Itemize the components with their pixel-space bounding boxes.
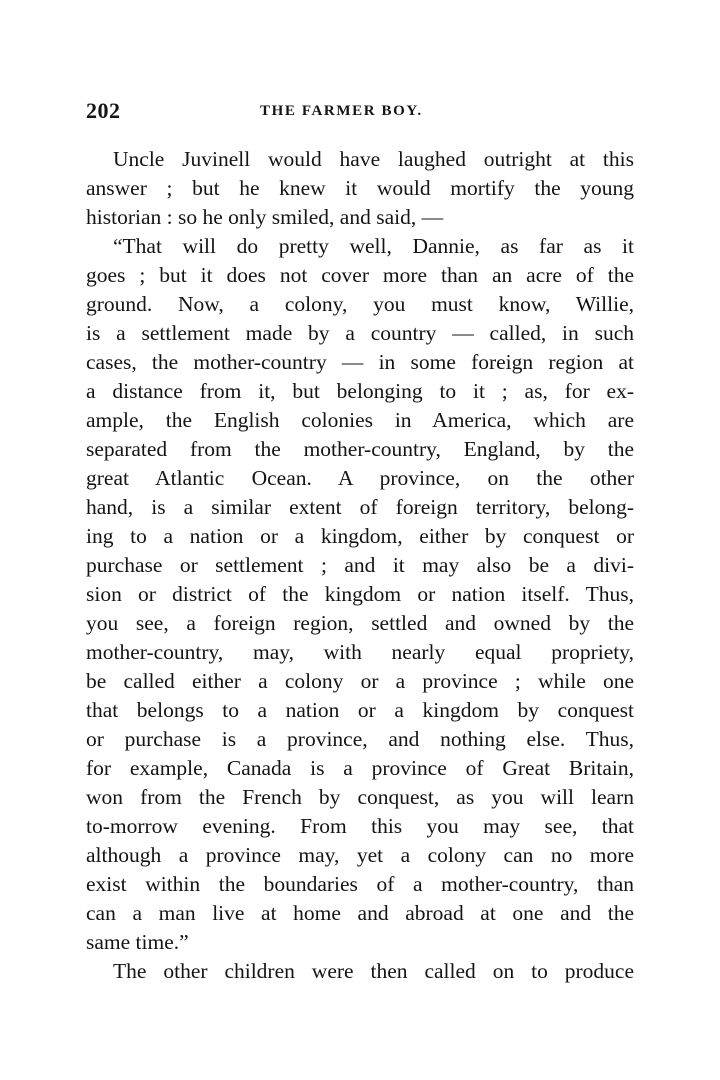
text-line: sion or district of the kingdom or nation itself. Thus, <box>86 582 634 606</box>
text-line: you see, a foreign region, settled and owned by the <box>86 611 634 635</box>
text-line: goes ; but it does not cover more than an acre of the <box>86 263 634 287</box>
text-line: for example, Canada is a province of Great Britain, <box>86 756 634 780</box>
text-line: purchase or settlement ; and it may also be a divi- <box>86 553 634 577</box>
text-line: mother-country, may, with nearly equal propriety, <box>86 640 634 664</box>
text-line: ing to a nation or a kingdom, either by conquest or <box>86 524 634 548</box>
text-line: be called either a colony or a province ; while one <box>86 669 634 693</box>
text-line: separated from the mother-country, England, by the <box>86 437 634 461</box>
text-line: same time.” <box>86 930 189 954</box>
text-line: can a man live at home and abroad at one and the <box>86 901 634 925</box>
text-line: or purchase is a province, and nothing else. Thus, <box>86 727 634 751</box>
text-line: great Atlantic Ocean. A province, on the other <box>86 466 634 490</box>
text-line: to-morrow evening. From this you may see, that <box>86 814 634 838</box>
running-head <box>86 98 634 128</box>
text-line: hand, is a similar extent of foreign territory, belong- <box>86 495 634 519</box>
body-text <box>86 145 634 986</box>
text-line: although a province may, yet a colony can no more <box>86 843 634 867</box>
page-number: 202 <box>86 98 121 123</box>
text-line: ground. Now, a colony, you must know, Willie, <box>86 292 634 316</box>
text-line: a distance from it, but belonging to it ; as, for ex- <box>86 379 634 403</box>
text-line: is a settlement made by a country — called, in such <box>86 321 634 345</box>
text-line: won from the French by conquest, as you will learn <box>86 785 634 809</box>
text-line: that belongs to a nation or a kingdom by conquest <box>86 698 634 722</box>
text-line: exist within the boundaries of a mother-country, than <box>86 872 634 896</box>
text-line: The other children were then called on to produce <box>113 959 634 983</box>
text-line: cases, the mother-country — in some foreign region at <box>86 350 634 374</box>
text-line: Uncle Juvinell would have laughed outright at this <box>113 147 634 171</box>
text-line: answer ; but he knew it would mortify the young <box>86 176 634 200</box>
text-line: “That will do pretty well, Dannie, as far as it <box>113 234 634 258</box>
book-title: THE FARMER BOY. <box>260 103 423 119</box>
text-line: ample, the English colonies in America, which are <box>86 408 634 432</box>
text-line: historian : so he only smiled, and said, — <box>86 205 444 229</box>
